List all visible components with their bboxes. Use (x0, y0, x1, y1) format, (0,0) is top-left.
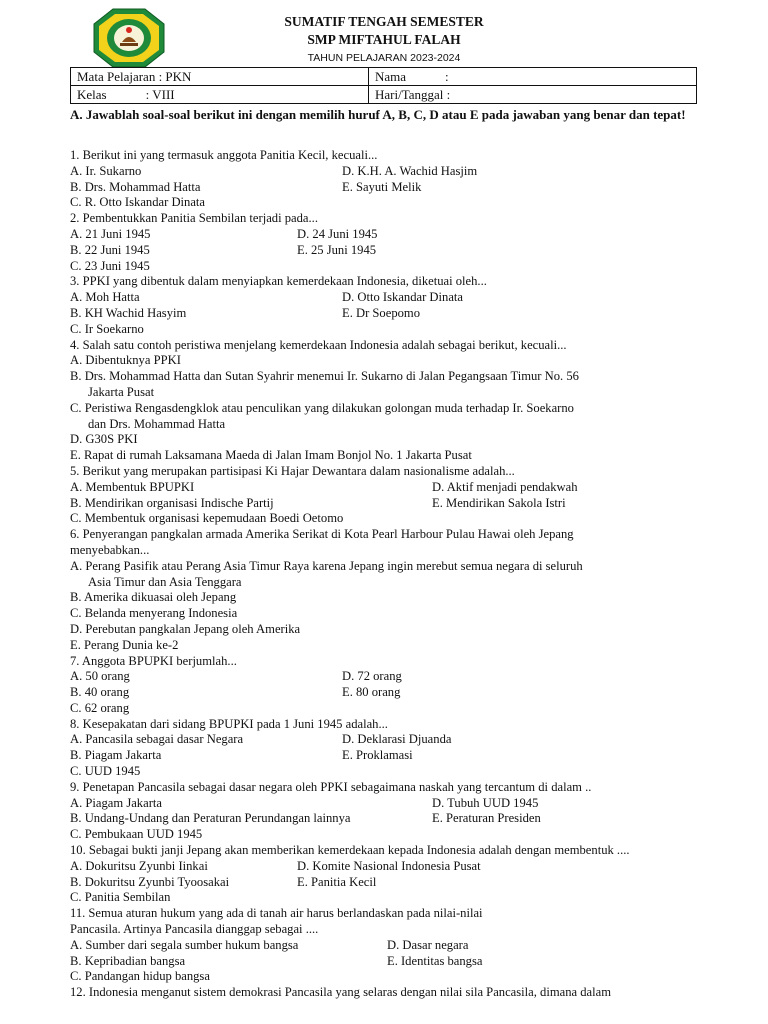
question-text-continued: menyebabkan... (70, 542, 150, 557)
question-text: 4. Salah satu contoh peristiwa menjelang kemerdekaan Indonesia adalah sebagai berikut, kecuali... (70, 337, 567, 352)
option-c[interactable]: C. UUD 1945 (70, 764, 141, 779)
question-1 (70, 148, 710, 164)
option-b[interactable]: B. Drs. Mohammad Hatta dan Sutan Syahrir menemui Ir. Sukarno di Jalan Pegangsaan Timur No. 56 (70, 369, 579, 384)
option-d[interactable]: D. Aktif menjadi pendakwah (432, 479, 578, 494)
option-e[interactable]: E. 80 orang (342, 685, 401, 700)
option-c[interactable]: C. 62 orang (70, 700, 130, 715)
option-a-continued[interactable]: Asia Timur dan Asia Tenggara (88, 574, 242, 589)
option-a[interactable]: A. Dokuritsu Zyunbi Iinkai (70, 858, 208, 873)
option-e[interactable]: E. Proklamasi (342, 748, 413, 763)
question-text: 2. Pembentukkan Panitia Sembilan terjadi pada... (70, 211, 318, 226)
question-text: 6. Penyerangan pangkalan armada Amerika Serikat di Kota Pearl Harbour Pulau Hawai oleh Jepang (70, 527, 574, 542)
question-text: 10. Sebagai bukti janji Jepang akan memberikan kemerdekaan kepada Indonesia adalah dengan membentuk .... (70, 843, 630, 858)
option-c[interactable]: C. Pandangan hidup bangsa (70, 969, 210, 984)
option-c[interactable]: C. Pembukaan UUD 1945 (70, 827, 203, 842)
option-e[interactable]: E. Perang Dunia ke-2 (70, 637, 179, 652)
option-a[interactable]: A. 21 Juni 1945 (70, 226, 151, 241)
question-4 (70, 338, 710, 354)
option-a[interactable]: A. Moh Hatta (70, 290, 140, 305)
option-c[interactable]: C. Belanda menyerang Indonesia (70, 606, 238, 621)
school-year: TAHUN PELAJARAN 2023-2024 (307, 52, 461, 64)
option-e[interactable]: E. Rapat di rumah Laksamana Maeda di Jalan Imam Bonjol No. 1 Jakarta Pusat (70, 448, 472, 463)
option-b[interactable]: B. Mendirikan organisasi Indische Partij (70, 495, 274, 510)
option-a[interactable]: A. Membentuk BPUPKI (70, 479, 195, 494)
option-e[interactable]: E. Sayuti Melik (342, 179, 422, 194)
question-text: 7. Anggota BPUPKI berjumlah... (70, 653, 237, 668)
option-c-continued[interactable]: dan Drs. Mohammad Hatta (88, 416, 226, 431)
option-c[interactable]: C. 23 Juni 1945 (70, 258, 150, 273)
option-c[interactable]: C. Peristiwa Rengasdengklok atau penculikan yang dilakukan golongan muda terhadap Ir. Soekarno (70, 400, 574, 415)
question-text: 5. Berikut yang merupakan partisipasi Ki Hajar Dewantara dalam nasionalisme adalah... (70, 463, 515, 478)
option-d[interactable]: D. Dasar negara (387, 937, 469, 952)
option-e[interactable]: E. Mendirikan Sakola Istri (432, 495, 566, 510)
option-d[interactable]: D. Otto Iskandar Dinata (342, 290, 464, 305)
option-b[interactable]: B. Piagam Jakarta (70, 748, 162, 763)
date-cell[interactable]: Hari/Tanggal : (369, 86, 697, 104)
option-c[interactable]: C. R. Otto Iskandar Dinata (70, 195, 206, 210)
question-5 (70, 464, 710, 480)
question-text: 1. Berikut ini yang termasuk anggota Panitia Kecil, kecuali... (70, 148, 378, 162)
option-d[interactable]: D. 24 Juni 1945 (297, 226, 378, 241)
student-info-table (70, 67, 697, 104)
school-name: SMP MIFTAHUL FALAH (307, 32, 461, 47)
option-d[interactable]: D. Deklarasi Djuanda (342, 732, 452, 747)
option-d[interactable]: D. Komite Nasional Indonesia Pusat (297, 858, 481, 873)
option-a[interactable]: A. Dibentuknya PPKI (70, 353, 181, 368)
question-text: 9. Penetapan Pancasila sebagai dasar negara oleh PPKI sebagaimana naskah yang tercantum di dalam .. (70, 779, 592, 794)
option-d[interactable]: D. 72 orang (342, 669, 402, 684)
option-a[interactable]: A. Ir. Sukarno (70, 163, 142, 178)
option-c[interactable]: C. Ir Soekarno (70, 321, 144, 336)
question-text: 3. PPKI yang dibentuk dalam menyiapkan kemerdekaan Indonesia, diketuai oleh... (70, 274, 487, 289)
option-e[interactable]: E. 25 Juni 1945 (297, 242, 377, 257)
option-a[interactable]: A. Sumber dari segala sumber hukum bangsa (70, 937, 299, 952)
option-c[interactable]: C. Panitia Sembilan (70, 890, 171, 905)
question-8 (70, 717, 710, 733)
option-e[interactable]: E. Identitas bangsa (387, 953, 483, 968)
instruction-text: A. Jawablah soal-soal berikut ini dengan memilih huruf A, B, C, D atau E pada jawaban yang benar dan tepat! (70, 107, 686, 122)
option-e[interactable]: E. Peraturan Presiden (432, 811, 541, 826)
option-b-continued[interactable]: Jakarta Pusat (88, 384, 155, 399)
exam-title: SUMATIF TENGAH SEMESTER (284, 14, 484, 29)
option-d[interactable]: D. Perebutan pangkalan Jepang oleh Amerika (70, 621, 301, 636)
option-e[interactable]: E. Panitia Kecil (297, 874, 377, 889)
class-cell: Kelas : VIII (71, 86, 369, 104)
question-9 (70, 780, 710, 796)
question-6 (70, 527, 710, 543)
question-12 (70, 985, 710, 1001)
question-list (70, 148, 710, 1001)
question-text-continued: Pancasila. Artinya Pancasila dianggap sebagai .... (70, 922, 319, 937)
option-a[interactable]: A. 50 orang (70, 669, 130, 684)
question-11 (70, 906, 710, 922)
question-text: 12. Indonesia menganut sistem demokrasi Pancasila yang selaras dengan nilai sila Pancasila, dimana dalam (70, 985, 612, 1000)
option-d[interactable]: D. G30S PKI (70, 432, 138, 447)
option-b[interactable]: B. Dokuritsu Zyunbi Tyoosakai (70, 874, 230, 889)
option-e[interactable]: E. Dr Soepomo (342, 305, 421, 320)
option-a[interactable]: A. Perang Pasifik atau Perang Asia Timur Raya karena Jepang ingin merebut semua negara di seluruh (70, 558, 583, 573)
option-b[interactable]: B. KH Wachid Hasyim (70, 305, 187, 320)
name-cell[interactable]: Nama : (369, 68, 697, 86)
option-b[interactable]: B. Drs. Mohammad Hatta (70, 179, 201, 194)
question-2 (70, 211, 710, 227)
option-b[interactable]: B. Amerika dikuasai oleh Jepang (70, 590, 237, 605)
question-3 (70, 274, 710, 290)
option-c[interactable]: C. Membentuk organisasi kepemudaan Boedi Oetomo (70, 511, 344, 526)
option-d[interactable]: D. Tubuh UUD 1945 (432, 795, 539, 810)
subject-cell: Mata Pelajaran : PKN (71, 68, 369, 86)
option-b[interactable]: B. 22 Juni 1945 (70, 242, 150, 257)
option-b[interactable]: B. Undang-Undang dan Peraturan Perundangan lainnya (70, 811, 351, 826)
question-7 (70, 654, 710, 670)
option-b[interactable]: B. Kepribadian bangsa (70, 953, 186, 968)
question-text: 8. Kesepakatan dari sidang BPUPKI pada 1 Juni 1945 adalah... (70, 716, 388, 731)
option-a[interactable]: A. Piagam Jakarta (70, 795, 162, 810)
option-b[interactable]: B. 40 orang (70, 685, 130, 700)
question-text: 11. Semua aturan hukum yang ada di tanah air harus berlandaskan pada nilai-nilai (70, 906, 483, 921)
option-d[interactable]: D. K.H. A. Wachid Hasjim (342, 163, 478, 178)
option-a[interactable]: A. Pancasila sebagai dasar Negara (70, 732, 244, 747)
question-10 (70, 843, 710, 859)
